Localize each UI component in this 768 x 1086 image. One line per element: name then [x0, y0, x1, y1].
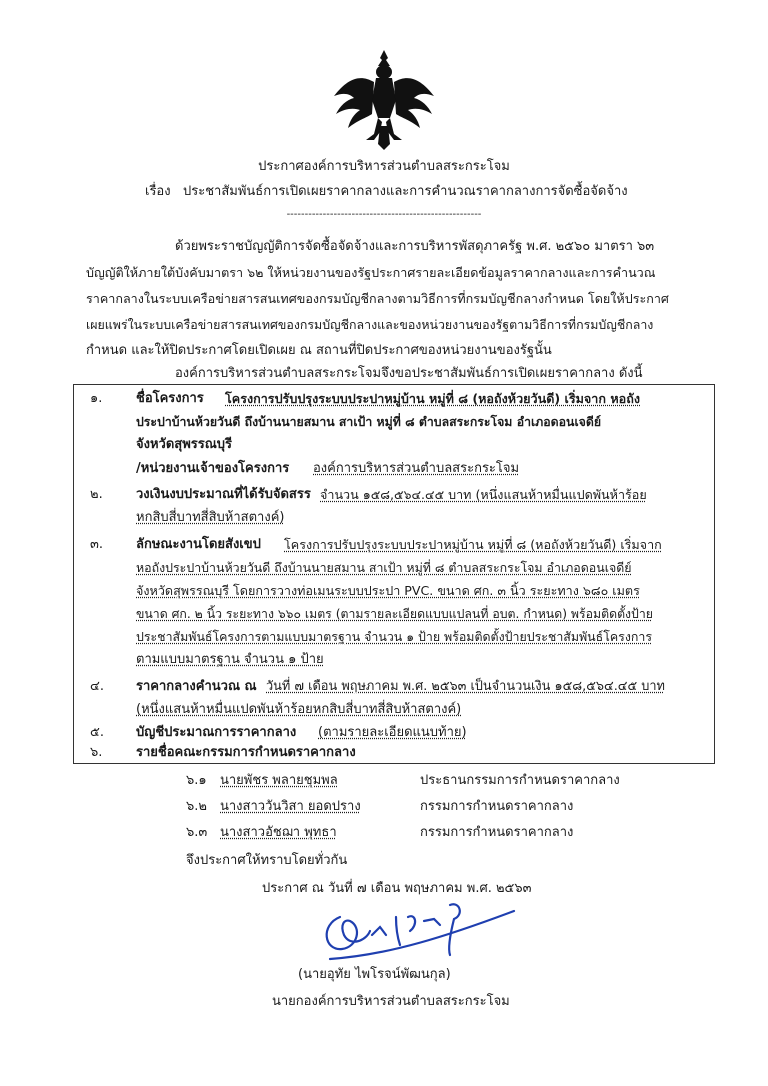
- item-number: ๕.: [90, 725, 104, 740]
- calc-amount-words: (หนึ่งแสนห้าหมื่นแปดพันห้าร้อยหกสิบสี่บาทสี่สิบห้าสตางค์): [136, 702, 462, 717]
- signature: [300, 895, 530, 975]
- committee-label: รายชื่อคณะกรรมการกำหนดราคากลาง: [136, 745, 356, 760]
- calc-date-value: วันที่ ๗ เดือน พฤษภาคม พ.ศ. ๒๕๖๓ เป็นจำนวนเงิน ๑๕๘,๕๖๔.๔๕ บาท: [266, 679, 665, 694]
- member-role: ประธานกรรมการกำหนดราคากลาง: [420, 773, 620, 788]
- member-name: นางสาววันวิสา ยอดปราง: [220, 799, 361, 814]
- signatory-position: นายกองค์การบริหารส่วนตำบลสระกระโจม: [272, 994, 510, 1009]
- announcement-title: ประกาศองค์การบริหารส่วนตำบลสระกระโจม: [258, 159, 510, 174]
- project-name-value: โครงการปรับปรุงระบบประปาหมู่บ้าน หมู่ที่ ๘ (หอถังห้วยวันดี) เริ่มจาก หอถัง: [225, 391, 640, 406]
- member-role: กรรมการกำหนดราคากลาง: [420, 825, 574, 840]
- header-divider: ------------------------------------------------------: [286, 209, 482, 220]
- scope-line: โครงการปรับปรุงระบบประปาหมู่บ้าน หมู่ที่ ๘ (หอถังห้วยวันดี) เริ่มจาก: [284, 537, 662, 552]
- scope-line: ประชาสัมพันธ์โครงการตามแบบมาตรฐาน จำนวน ๑ ป้าย พร้อมติดตั้งป้ายประชาสัมพันธ์โครงการ: [136, 629, 652, 644]
- item-number: ๔.: [90, 679, 104, 694]
- budget-value: จำนวน ๑๕๘,๕๖๔.๔๕ บาท (หนึ่งแสนห้าหมื่นแปดพันห้าร้อย: [320, 487, 647, 502]
- intro-line: กำหนด และให้ปิดประกาศโดยเปิดเผย ณ สถานที่ปิดประกาศของหน่วยงานของรัฐนั้น: [86, 343, 552, 358]
- intro-line: ด้วยพระราชบัญญัติการจัดซื้อจัดจ้างและการบริหารพัสดุภาครัฐ พ.ศ. ๒๕๖๐ มาตรา ๖๓: [175, 239, 655, 254]
- scope-label: ลักษณะงานโดยสังเขป: [136, 537, 261, 552]
- scope-line: ขนาด ศก. ๒ นิ้ว ระยะทาง ๖๖๐ เมตร (ตามรายละเอียดแบบแปลนที่ อบต. กำหนด) พร้อมติดตั้งป้าย: [136, 607, 653, 621]
- owner-label: /หน่วยงานเจ้าของโครงการ: [136, 461, 290, 476]
- budget-value: หกสิบสี่บาทสี่สิบห้าสตางค์): [136, 510, 285, 525]
- closing-notice: จึงประกาศให้ทราบโดยทั่วกัน: [186, 853, 348, 868]
- estimate-label: บัญชีประมาณการราคากลาง: [136, 725, 297, 740]
- intro-line: ราคากลางในระบบเครือข่ายสารสนเทศของกรมบัญชีกลางตามวิธีการที่กรมบัญชีกลางกำหนด โดยให้ประกาศ: [86, 291, 669, 306]
- project-name-label: ชื่อโครงการ: [136, 391, 204, 406]
- signatory-name: (นายอุทัย ไพโรจน์พัฒนกุล): [298, 967, 451, 982]
- subject-text: ประชาสัมพันธ์การเปิดเผยราคากลางและการคำนวณราคากลางการจัดซื้อจัดจ้าง: [183, 184, 628, 199]
- scope-line: ตามแบบมาตรฐาน จำนวน ๑ ป้าย: [136, 652, 324, 667]
- intro-line: เผยแพร่ในระบบเครือข่ายสารสนเทศของกรมบัญชีกลางและของหน่วยงานของรัฐตามวิธีการที่กรมบัญชีกลาง: [86, 317, 654, 332]
- scope-line: จังหวัดสุพรรณบุรี โดยการวางท่อเมนระบบประปา PVC. ขนาด ศก. ๓ นิ้ว ระยะทาง ๖๘๐ เมตร: [136, 583, 640, 598]
- announcement-date: ประกาศ ณ วันที่ ๗ เดือน พฤษภาคม พ.ศ. ๒๕๖๓: [262, 881, 532, 896]
- member-no: ๖.๒: [186, 799, 207, 814]
- item-number: ๖.: [90, 745, 103, 760]
- member-role: กรรมการกำหนดราคากลาง: [420, 799, 574, 814]
- budget-label: วงเงินงบประมาณที่ได้รับจัดสรร: [136, 487, 311, 502]
- intro-line: องค์การบริหารส่วนตำบลสระกระโจมจึงขอประชาสัมพันธ์การเปิดเผยราคากลาง ดังนี้: [175, 366, 643, 381]
- project-name-value: ประปาบ้านห้วยวันดี ถึงบ้านนายสมาน สาเป้า หมู่ที่ ๘ ตำบลสระกระโจม อำเภอดอนเจดีย์: [136, 415, 602, 429]
- member-no: ๖.๓: [186, 825, 208, 840]
- intro-line: บัญญัติให้ภายใต้บังคับมาตรา ๖๒ ให้หน่วยงานของรัฐประกาศรายละเอียดข้อมูลราคากลางและการคำนวณ: [86, 265, 656, 280]
- estimate-value: (ตามรายละเอียดแนบท้าย): [318, 725, 467, 740]
- item-number: ๑.: [90, 391, 103, 406]
- item-number: ๓.: [90, 537, 104, 552]
- item-number: ๒.: [90, 487, 103, 502]
- calc-date-label: ราคากลางคำนวณ ณ: [136, 679, 257, 694]
- project-name-value: จังหวัดสุพรรณบุรี: [136, 437, 233, 452]
- member-no: ๖.๑: [186, 773, 207, 788]
- member-name: นางสาวอัชฌา พุทธา: [220, 825, 337, 840]
- owner-value: องค์การบริหารส่วนตำบลสระกระโจม: [313, 461, 520, 476]
- member-name: นายพัชร พลายชุมพล: [220, 773, 338, 788]
- scope-line: หอถังประปาบ้านห้วยวันดี ถึงบ้านนายสมาน สาเป้า หมู่ที่ ๘ ตำบลสระกระโจม อำเภอดอนเจดีย์: [136, 560, 632, 575]
- garuda-emblem: [330, 48, 438, 152]
- subject-label: เรื่อง: [145, 184, 171, 199]
